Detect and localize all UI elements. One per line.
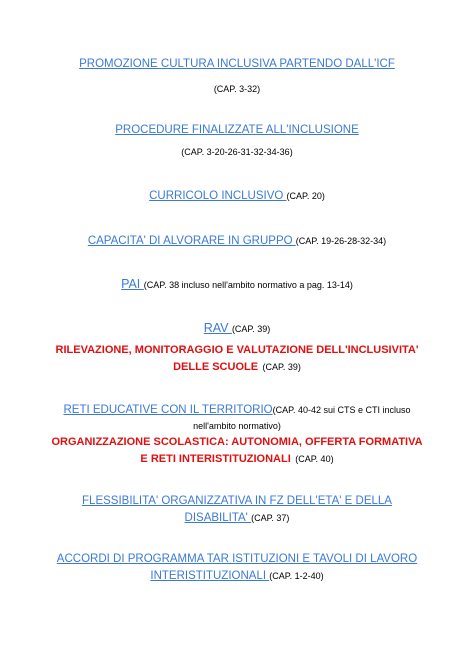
link-pai[interactable]: PAI [121, 277, 144, 291]
entry-organizzazione [40, 434, 434, 467]
entry-rav [40, 320, 434, 337]
link-accordi-line2[interactable]: INTERISTITUZIONALI [150, 570, 270, 582]
entry-rilevazione [40, 342, 434, 375]
entry-reti [40, 401, 434, 434]
entry-pai [40, 276, 434, 293]
entry-capacita [40, 232, 434, 249]
chapter-note: (CAP. 39) [262, 362, 301, 372]
entry-accordi [40, 551, 434, 584]
chapter-note: (CAP. 40) [295, 454, 334, 464]
heading-organizzazione-line2: E RETI INTERISTITUZIONALI [140, 453, 291, 465]
chapter-note: (CAP. 3-20-26-31-32-34-36) [181, 147, 293, 157]
link-reti-educative[interactable]: RETI EDUCATIVE CON IL TERRITORIO [63, 404, 273, 416]
entry-procedure [40, 122, 434, 138]
chapter-note: (CAP. 20) [286, 191, 325, 201]
link-flessibilita[interactable]: FLESSIBILITA' ORGANIZZATIVA IN FZ DELL'ETA' E DELLA [82, 495, 392, 507]
entry-icf-note [40, 80, 434, 97]
link-promozione-cultura[interactable]: PROMOZIONE CULTURA INCLUSIVA PARTENDO DALL'ICF [79, 58, 395, 70]
heading-organizzazione: ORGANIZZAZIONE SCOLASTICA: AUTONOMIA, OFFERTA FORMATIVA [51, 436, 423, 448]
chapter-note: (CAP. 40-42 sui CTS e CTI incluso [272, 405, 411, 415]
entry-curricolo [40, 187, 434, 204]
entry-procedure-note [40, 143, 434, 160]
link-rav[interactable]: RAV [203, 321, 232, 335]
link-procedure-inclusione[interactable]: PROCEDURE FINALIZZATE ALL'INCLUSIONE [115, 124, 359, 136]
entry-flessibilita [40, 493, 434, 526]
chapter-note-line2: nell'ambito normativo) [193, 421, 281, 431]
entry-icf [40, 56, 434, 72]
heading-rilevazione-line2: DELLE SCUOLE [173, 361, 259, 373]
chapter-note: (CAP. 19-26-28-32-34) [295, 236, 387, 246]
chapter-note: (CAP. 38 incluso nell'ambito normativo a pag. 13-14) [143, 280, 353, 290]
chapter-note: (CAP. 39) [231, 324, 271, 334]
link-capacita-gruppo[interactable]: CAPACITA' DI ALVORARE IN GRUPPO [87, 235, 296, 247]
link-curricolo-inclusivo[interactable]: CURRICOLO INCLUSIVO [149, 190, 287, 202]
chapter-note: (CAP. 1-2-40) [269, 571, 324, 581]
chapter-note: (CAP. 37) [251, 513, 290, 523]
link-flessibilita-line2[interactable]: DISABILITA' [184, 512, 252, 524]
heading-rilevazione: RILEVAZIONE, MONITORAGGIO E VALUTAZIONE DELL'INCLUSIVITA' [55, 344, 419, 356]
chapter-note: (CAP. 3-32) [213, 84, 261, 94]
link-accordi[interactable]: ACCORDI DI PROGRAMMA TAR ISTITUZIONI E TAVOLI DI LAVORO [56, 553, 418, 565]
